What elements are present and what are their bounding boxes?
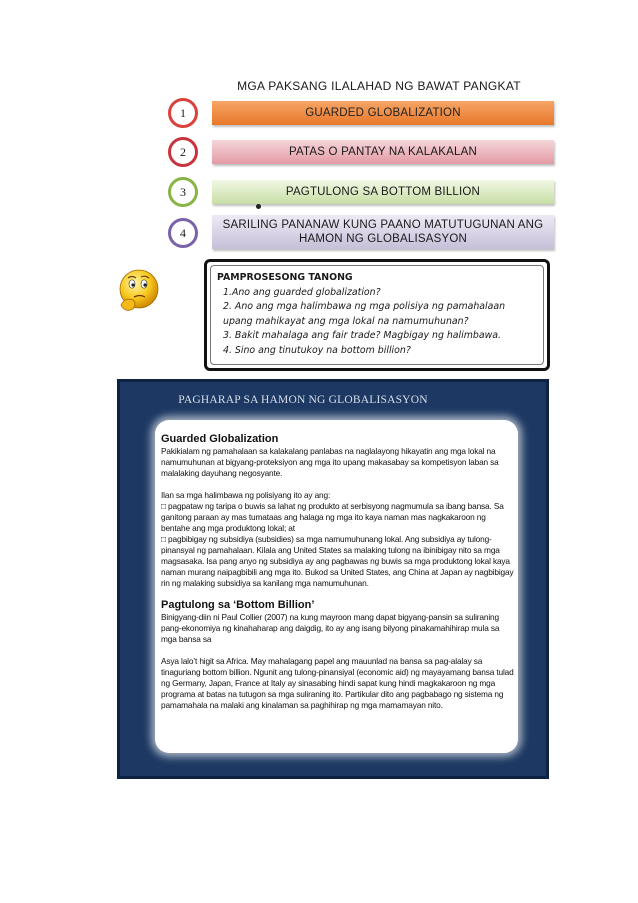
topic-label-2: PATAS O PANTAY NA KALAKALAN <box>212 140 554 164</box>
panel-title: PAGHARAP SA HAMON NG GLOBALISASYON <box>178 394 428 406</box>
section-heading-bottom-billion: Pagtulong sa ‘Bottom Billion’ <box>161 599 315 611</box>
topic-row-3 <box>168 177 556 213</box>
topic-label-4: SARILING PANANAW KUNG PAANO MATUTUGUNAN ANG HAMON NG GLOBALISASYON <box>212 215 554 249</box>
page-heading: MGA PAKSANG ILALAHAD NG BAWAT PANGKAT <box>237 79 521 93</box>
panel-content <box>155 420 518 753</box>
question-4: 4. Sino ang tinutukoy na bottom billion? <box>223 344 411 356</box>
section-heading-guarded: Guarded Globalization <box>161 433 279 445</box>
section1-paragraph-1: Pakikialam ng pamahalaan sa kalakalang panlabas na naglalayong hikayatin ang mga lokal na namumuhunan at bigyang-proteksiyon ang mga ito upang makasabay sa kompetisyon laban sa malalaking dayuhang negosyante. <box>161 446 499 478</box>
processing-questions-box <box>204 259 550 371</box>
topic-number-4: 4 <box>168 218 198 248</box>
section2-paragraph-2: Asya lalo’t higit sa Africa. May mahalagang papel ang mauunlad na bansa sa pag-alalay sa tinaguriang bottom billion. Ngunit ang tulong-pinansiyal (economic aid) ng mayayamang bansa tulad ng Germany, Japan, France at Italy ay sinasabing hindi sapat kung hindi magkakaroon ng mga programa at batas na tutugon sa mga suliraning ito. Partikular dito ang pagbabago ng sistema ng pamamahala na malaki ang kinalaman sa paghihirap ng mga mamamayan nito. <box>161 656 514 710</box>
section1-paragraph-2: Ilan sa mga halimbawa ng polisiyang ito ay ang: <box>161 490 331 500</box>
topic-number-1: 1 <box>168 98 198 128</box>
thinking-face-icon <box>115 267 163 315</box>
question-2: 2. Ano ang mga halimbawa ng mga polisiya ng pamahalaan upang mahikayat ang mga lokal na namumuhunan? <box>223 301 506 327</box>
topic-number-2: 2 <box>168 137 198 167</box>
section2-paragraph-1: Binigyang-diin ni Paul Collier (2007) na kung mayroon mang dapat bigyang-pansin sa suliraning pang-ekonomiya ng kinahaharap ang daigdig, ito ay ang isang bilyong pinakamahihirap mula sa mga bansa sa <box>161 612 500 644</box>
topic-row-1 <box>168 98 556 134</box>
section1-bullet-2: □ pagbibigay ng subsidiya (subsidies) sa mga namumuhunang lokal. Ang subsidiya ay tulong-pinansyal ng pamahalaan. Kilala ang United States sa malaking tulong na ibinibigay nito sa mga magsasaka. Isa pang anyo ng subsidiya ay ang pagbawas ng buwis sa mga produktong lokal kaya naman murang naipagbibili ang mga ito. Bukod sa United States, ang China at Japan ay nagbibigay rin ng malaking subsidiya sa kanilang mga namumuhunan. <box>161 534 514 588</box>
topic-row-2 <box>168 137 556 173</box>
reading-panel <box>117 379 549 779</box>
questions-title: PAMPROSESONG TANONG <box>217 272 353 283</box>
topic-label-1: GUARDED GLOBALIZATION <box>212 101 554 125</box>
bullet-dot <box>256 204 261 209</box>
question-3: 3. Bakit mahalaga ang fair trade? Magbigay ng halimbawa. <box>223 330 501 341</box>
topic-label-3: PAGTULONG SA BOTTOM BILLION <box>212 180 554 204</box>
topic-number-3: 3 <box>168 177 198 207</box>
topic-row-4 <box>168 218 556 254</box>
section1-bullet-1: □ pagpataw ng taripa o buwis sa lahat ng produkto at serbisyong nagmumula sa ibang bansa. Sa ganitong paraan ay mas tumataas ang halaga ng mga ito kaya naman mas nagkakaroon ng bentahe ang mga produktong lokal; at <box>161 501 504 533</box>
question-1: 1.Ano ang guarded globalization? <box>223 286 381 298</box>
